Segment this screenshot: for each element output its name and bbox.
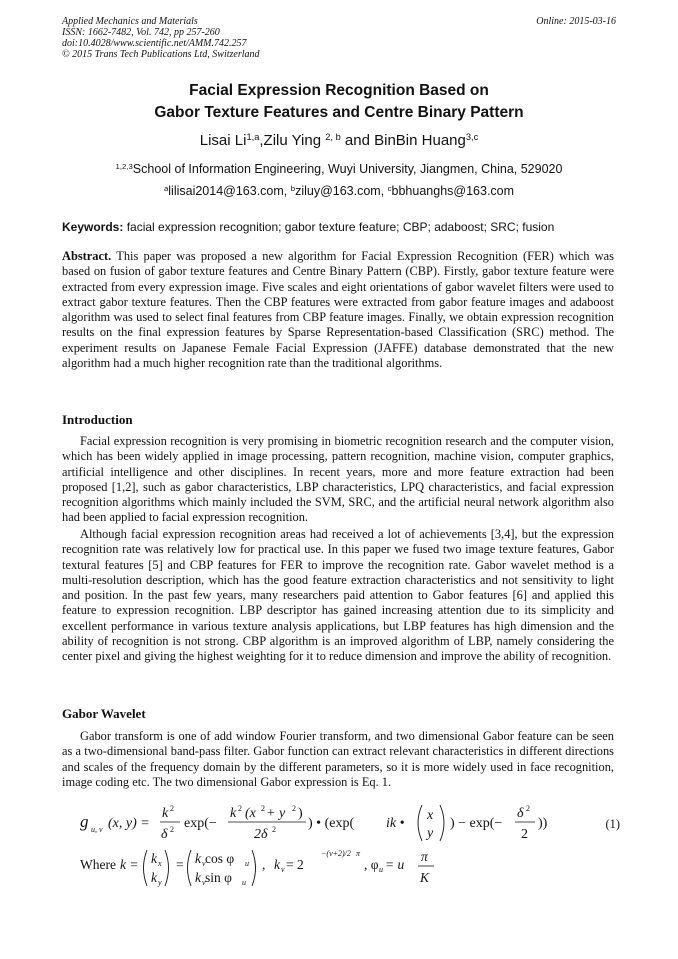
abstract-label: Abstract. xyxy=(62,249,112,263)
eq-end: )) xyxy=(538,816,548,831)
paper-title xyxy=(0,80,678,124)
gabor-heading: Gabor Wavelet xyxy=(62,706,146,721)
email-b-sup: b xyxy=(290,183,296,193)
eq-half: 2 xyxy=(521,827,528,842)
eq-ik: ik • xyxy=(386,816,405,831)
where-K: K xyxy=(420,870,430,885)
where-phi: , φ xyxy=(364,857,379,872)
where-sin-sub: u xyxy=(242,878,246,887)
eq-num-rest: (x xyxy=(245,806,256,821)
where-ky: k xyxy=(151,870,157,885)
issn: ISSN: 1662-7482, Vol. 742, pp 257-260 xyxy=(62,27,220,38)
eq-x-sup: 2 xyxy=(261,804,265,813)
eq-delta2-sup: 2 xyxy=(526,804,530,813)
eq-close: ) xyxy=(298,806,303,821)
eq-delta-sup: 2 xyxy=(170,825,174,834)
title-line-2: Gabor Texture Features and Centre Binary Pattern xyxy=(154,104,524,121)
eq-minus: ) − exp(− xyxy=(450,816,503,831)
eq-den2-sup: 2 xyxy=(272,825,276,834)
email-b: ziluy@163.com, xyxy=(295,184,388,198)
svg-text:,: , xyxy=(262,857,266,872)
introduction-heading: Introduction xyxy=(62,412,133,427)
where-kx: k xyxy=(151,851,157,866)
eq-den2: 2δ xyxy=(254,827,268,842)
online-date: Online: 2015-03-16 xyxy=(536,16,616,27)
where-kv-exp: −(v+2)/2 xyxy=(321,849,351,858)
eq-k2: k xyxy=(162,806,169,821)
eq-vec-y: y xyxy=(427,826,434,841)
equation-number: (1) xyxy=(605,817,620,831)
equation-1-formula xyxy=(80,803,620,843)
eq-exp1: exp(− xyxy=(184,816,217,831)
eq-k-num: k xyxy=(230,806,237,821)
where-phi-sub: u xyxy=(379,865,383,874)
where-cos: cos φ xyxy=(205,851,235,866)
author-2-sup: 2, b xyxy=(325,131,341,142)
doi: doi:10.4028/www.scientific.net/AMM.742.257 xyxy=(62,38,247,49)
eq-plus-y: + y xyxy=(266,806,286,821)
affiliation xyxy=(0,162,678,176)
where-phi-eq: = u xyxy=(385,857,405,872)
svg-text:=: = xyxy=(176,857,184,872)
where-kv-pi: π xyxy=(356,849,361,858)
keywords-label: Keywords: xyxy=(62,220,124,234)
abstract-text: This paper was proposed a new algorithm for Facial Expression Recognition (FER) which was based on fusion of gabor texture features and Centre Binary Pattern (CBP). Firstly, gabor texture feature were extracted from every expression image. Five scales and eight orientations of gabor wavelet filters were used to extract gabor texture features. Then the CBP features were extracted from gabor feature images and adaboost algorithm was used to select final features from CBP feature images. Finally, we obtain expression recognition results on the final expression features by Sparse Representation-based Classification (SRC) method. The experiment results on Japanese Female Facial Expression (JAFFE) database demonstrated that the new algorithm had a much higher recognition rate than the traditional algorithms. xyxy=(62,249,614,371)
where-cos-sub: u xyxy=(245,859,249,868)
where-kcos-sub: v xyxy=(202,859,206,868)
title-line-1: Facial Expression Recognition Based on xyxy=(189,82,489,99)
equation-where xyxy=(80,842,620,892)
introduction-paragraph-1: Facial expression recognition is very promising in biometric recognition research and the computer vision, which has been widely applied in image processing, pattern recognition, machine vision, computer graphics, artificial intelligence and other disciplines. In recent years, more and more feature extraction had been proposed [1,2], such as gabor characteristics, LBP characteristics, LPQ characteristics, and facial expression recognition algorithms which mainly included the SVM, SRC, and the artificial neural network algorithm also had been applied to facial expression recognition. xyxy=(62,434,614,525)
eq-delta: δ xyxy=(161,827,168,842)
eq-bullet: ) • (exp( xyxy=(308,816,355,831)
authors xyxy=(0,132,678,149)
emails xyxy=(0,184,678,198)
where-kvec: k = xyxy=(120,857,139,872)
where-kv-sub: v xyxy=(281,865,285,874)
where-kx-sub: x xyxy=(158,859,162,868)
where-ksin: k xyxy=(195,870,201,885)
author-1: Lisai Li xyxy=(199,132,247,149)
where-pi: π xyxy=(421,849,428,864)
email-c-sup: c xyxy=(387,183,392,193)
equation-where-formula xyxy=(80,842,620,892)
eq-vec-x: x xyxy=(427,808,434,823)
where-label: Where xyxy=(80,857,116,872)
eq-k-num-sup: 2 xyxy=(238,804,242,813)
email-c: bbhuanghs@163.com xyxy=(391,184,515,198)
eq-g-sub: u, v xyxy=(91,825,103,834)
gabor-paragraph-1: Gabor transform is one of add window Fourier transform, and two dimensional Gabor feature can be seen as a two-dimensional band-pass filter. Gabor function can extract relevant characteristics in different directions and scales of the frequency domain by the different parameters, so it is more widely used in face recognition, image coding etc. The two dimensional Gabor expression is Eq. 1. xyxy=(62,729,614,789)
eq-y-sup: 2 xyxy=(292,804,296,813)
introduction-paragraph-2: Although facial expression recognition areas had received a lot of achievements [3,4], but the expression recognition rate was relatively low for practical use. In this paper we fused two image texture features, Gabor textural features [5] and CBP features for FER to improve the recognition rate. Gabor wavelet method is a multi-resolution description, which has the good feature extraction characteristics and not sensitivity to light and position. In the past few years, many researchers paid attention to Gabor features [6] and applied this feature to expression recognition. LBP descriptor has gained increasing attention due to its simplicity and excellent performance in various texture analysis applications, but LBP features has high dimension and the ability of recognition is not strong. CBP algorithm is an improved algorithm of LBP, namely considering the center pixel and giving the highest weighting for it to reduce dimension and improve the ability of recognition. xyxy=(62,527,614,664)
eq-k2-sup: 2 xyxy=(170,804,174,813)
where-ksin-sub: v xyxy=(202,878,206,887)
affiliation-sup: 1,2,3 xyxy=(115,161,133,171)
author-2: ,Zilu Ying xyxy=(259,132,326,149)
eq-delta2: δ xyxy=(517,806,524,821)
author-3-sup: 3,c xyxy=(465,131,479,142)
where-kv-eq: = 2 xyxy=(286,857,304,872)
keywords-text: facial expression recognition; gabor texture feature; CBP; adaboost; SRC; fusion xyxy=(123,220,555,234)
where-sin: sin φ xyxy=(205,870,232,885)
affiliation-text: School of Information Engineering, Wuyi University, Jiangmen, China, 529020 xyxy=(132,162,563,176)
eq-g: g xyxy=(80,812,89,831)
where-ky-sub: y xyxy=(158,878,162,887)
email-a: lilisai2014@163.com, xyxy=(168,184,291,198)
author-3: and BinBin Huang xyxy=(340,132,466,149)
author-1-sup: 1,a xyxy=(246,131,260,142)
where-kcos: k xyxy=(195,851,201,866)
journal-header xyxy=(62,16,260,60)
keywords xyxy=(62,220,622,234)
where-kv: k xyxy=(274,857,280,872)
eq-args: (x, y) = xyxy=(108,816,150,831)
copyright: © 2015 Trans Tech Publications Ltd, Switzerland xyxy=(62,49,260,60)
abstract xyxy=(62,249,614,371)
email-a-sup: a xyxy=(163,183,169,193)
journal-name: Applied Mechanics and Materials xyxy=(62,16,198,27)
